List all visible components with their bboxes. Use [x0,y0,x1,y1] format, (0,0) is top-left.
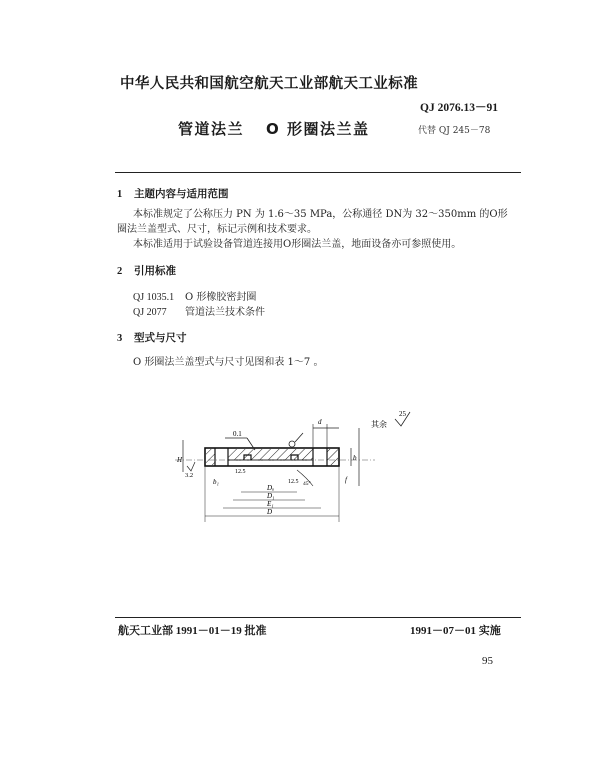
section-1-para-2: 本标准适用于试验设备管道连接用O形圈法兰盖，地面设备亦可参照使用。 [133,239,462,250]
section-title: 主题内容与适用范围 [134,188,229,200]
dim-E1: E₁ [267,500,274,508]
reference-code: QJ 1035.1 [133,292,175,303]
section-1-para-1-line-1: 本标准规定了公称压力 PN 为 1.6～35 MPa，公称通径 DN为 32～350mm 的O形 [133,209,508,220]
section-2-heading [117,263,176,278]
section-1-heading [117,186,229,201]
dim-b: b [353,454,357,462]
roughness-default-value: 25 [399,410,406,418]
reference-item [133,305,265,320]
dim-H: H [177,456,183,464]
flange-section [205,448,339,466]
section-3-heading [117,330,187,345]
chamfer-angle: 45° [303,481,311,487]
reference-item [133,290,256,305]
section-number: 1 [117,189,123,200]
title-part2: O 形圈法兰盖 [266,120,370,138]
section-title: 引用标准 [134,265,176,277]
dim-D1: D₁ [267,492,275,500]
dim-Da: Dₐ [267,484,275,492]
reference-code: QJ 2077 [133,307,167,318]
roughness-note-label: 其余 [371,420,387,429]
roughness-groove-value: 12.5 [235,469,246,475]
datum-symbol-icon [289,441,295,447]
dim-b1: b₁ [213,478,219,486]
section-1-para-1-line-2: 圈法兰盖型式、尺寸，标记示例和技术要求。 [117,224,317,235]
replaces-standard: 代替 QJ 245－78 [418,126,491,136]
page-number: 95 [482,655,493,667]
issuing-organization: 中华人民共和国航空航天工业部航天工业标准 [120,76,418,92]
roughness-left-value: 3.2 [185,472,194,479]
dim-d: d [318,418,322,426]
roughness-left-icon [187,462,195,471]
approval-date: 航天工业部 1991－01－19 批准 [118,625,267,637]
reference-title: O 形橡胶密封圈 [185,292,257,303]
tolerance-value: 0.1 [233,430,242,438]
dim-f: f [345,476,347,484]
section-3-para: O 形圈法兰盖型式与尺寸见图和表 1～7 。 [133,357,324,368]
standard-number: QJ 2076.13－91 [420,102,498,114]
reference-title: 管道法兰技术条件 [185,307,265,318]
footer-divider [115,617,521,618]
dim-D: D [267,508,273,516]
effective-date: 1991－07－01 实施 [410,625,501,637]
document-title [178,118,370,139]
section-number: 2 [117,266,123,277]
title-part1: 管道法兰 [178,120,245,138]
roughness-bottom-value: 12.5 [288,479,299,485]
section-number: 3 [117,333,123,344]
header-divider [115,172,521,173]
flange-cover-drawing [175,400,435,530]
section-title: 型式与尺寸 [134,332,187,344]
